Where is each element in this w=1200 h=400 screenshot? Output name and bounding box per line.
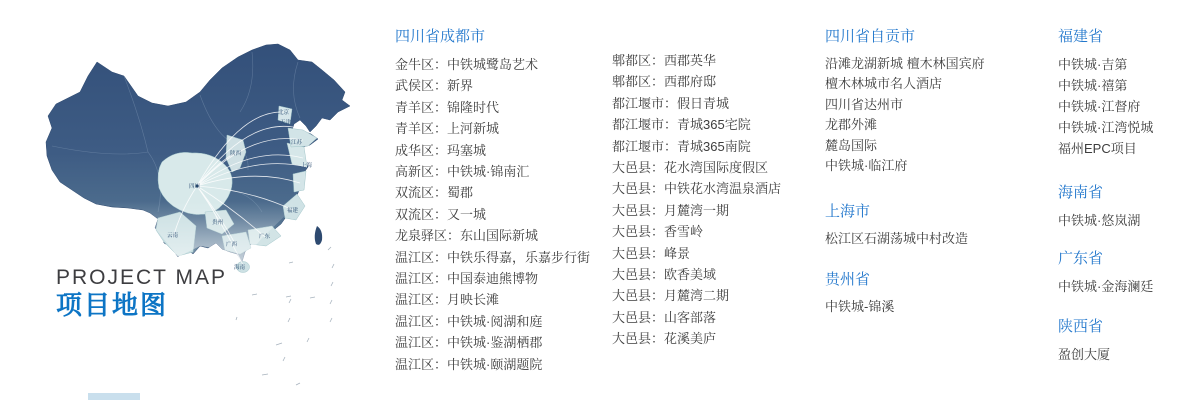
project-list-item: 檀木林城市名人酒店 [825,76,943,92]
project-list-item: 温江区：中铁城·鉴湖栖郡 [395,335,543,351]
project-list-item: 青羊区：上河新城 [395,121,500,137]
project-list-item: 中铁城·临江府 [825,158,908,174]
map-province-label: 海南 [234,265,246,271]
project-list-zigong [825,54,985,176]
project-list-item: 沿滩龙湖新城 檀木林国宾府 [825,56,985,71]
map-province-label: 贵州 [212,220,224,226]
project-list-item: 中铁城-锦溪 [825,298,895,314]
project-list-chengdu-continued [612,50,781,350]
column-header-fujian: 福建省 [1058,28,1104,45]
map-province-label: 四川 [189,184,201,190]
project-list-item: 中铁城·悠岚湖 [1058,213,1141,228]
project-list-item: 双流区：又一城 [395,206,487,222]
column-header-hainan: 海南省 [1058,184,1104,201]
map-province-label: 广东 [259,234,271,240]
title-block [56,266,227,320]
project-list-item: 大邑县：花水湾国际度假区 [612,160,769,176]
project-list-item: 中铁城·吉第 [1058,57,1128,72]
column-header-shanghai: 上海市 [825,203,871,221]
section-zigong [825,27,985,176]
project-list-item: 大邑县：花溪美庐 [612,331,717,347]
column-header-guizhou: 贵州省 [825,270,871,288]
project-list-item: 盈创大厦 [1058,347,1111,362]
column-header-chengdu: 四川省成都市 [395,28,486,45]
column-chengdu [395,27,590,375]
project-list-item: 中铁城·江湾悦城 [1058,120,1154,135]
page-title-zh: 项目地图 [56,290,169,320]
project-list-item: 温江区：中铁乐得嘉，乐嘉步行街 [395,249,591,265]
project-list-item: 都江堰市：青城365南院 [612,138,751,154]
project-list-item: 大邑县：月麓湾二期 [612,288,730,304]
project-list-item: 大邑县：香雪岭 [612,224,704,240]
map-province-label: 上海 [301,163,313,169]
project-list-chengdu [395,54,590,375]
column-zigong-shanghai-guizhou [825,27,985,317]
column-header-guangdong: 广东省 [1058,250,1104,267]
project-list-item: 中铁城·金海澜廷 [1058,279,1154,294]
project-list-item: 中铁城·禧第 [1058,78,1128,93]
project-list-item: 双流区：蜀郡 [395,185,474,201]
page-title-en: PROJECT MAP [56,266,227,289]
project-list-item: 温江区：中铁城·阅湖和庭 [395,313,543,329]
china-map [0,0,380,400]
project-list-item: 青羊区：锦隆时代 [395,99,500,115]
project-list-item: 温江区：中国泰迪熊博物 [395,271,539,287]
project-list-fujian [1058,54,1153,159]
project-list-item: 温江区：月映长滩 [395,292,500,308]
project-list-item: 松江区石湖荡城中村改造 [825,231,969,247]
project-list-item: 中铁城·江督府 [1058,99,1141,114]
map-province-label: 广西 [226,242,238,248]
project-list-item: 大邑县：月麓湾一期 [612,202,730,218]
map-province-label: 江苏 [291,140,303,146]
project-list-item: 麓岛国际 [825,137,878,153]
project-list-item: 都江堰市：假日青城 [612,95,730,111]
project-list-item: 高新区：中铁城·锦南汇 [395,164,530,180]
south-china-sea-marks [236,247,334,385]
map-province-label: 云南 [167,233,179,239]
map-province-label: 福建 [287,208,299,214]
project-list-item: 都江堰市：青城365宅院 [612,117,751,133]
map-province-label: 陕西 [230,151,242,157]
project-list-guizhou [825,297,985,317]
section-guangdong [1058,249,1153,297]
column-header-shaanxi: 陕西省 [1058,318,1104,335]
section-shaanxi [1058,317,1153,365]
project-list-item: 福州EPC项目 [1058,141,1137,156]
project-list-item: 大邑县：欧香美域 [612,267,717,283]
map-bottom-strip [88,393,140,400]
project-list-item: 郫都区：西郡府邸 [612,74,717,90]
column-header-zigong: 四川省自贡市 [825,28,916,45]
china-map-svg [0,0,380,400]
project-list-item: 大邑县：山客部落 [612,309,717,325]
section-fujian [1058,27,1153,159]
project-list-item: 郫都区：西郡英华 [612,53,717,68]
project-list-item: 大邑县：峰景 [612,245,691,261]
project-list-item: 成华区：玛塞城 [395,142,487,158]
map-province-label: 北京 [278,110,290,116]
column-fujian-hainan-guangdong-shaanxi [1058,27,1153,365]
map-fade-overlay [46,45,345,262]
project-list-item: 龙泉驿区：东山国际新城 [395,228,539,244]
project-list-item: 武侯区：新界 [395,78,474,94]
section-hainan [1058,183,1153,231]
project-list-hainan [1058,210,1153,231]
column-chengdu-continued [612,50,781,350]
project-list-guangdong [1058,276,1153,297]
section-shanghai [825,202,985,249]
project-list-item: 四川省达州市 [825,96,904,112]
project-list-item: 金牛区：中铁城鹭岛艺术 [395,57,539,72]
map-province-label: 天津 [280,120,292,126]
project-list-shaanxi [1058,344,1153,365]
section-guizhou [825,270,985,317]
project-list-item: 大邑县：中铁花水湾温泉酒店 [612,181,782,197]
province-taiwan [315,226,322,245]
project-list-item: 温江区：中铁城·颐湖题院 [395,356,543,372]
project-list-shanghai [825,229,985,249]
project-list-item: 龙郡外滩 [825,117,878,133]
